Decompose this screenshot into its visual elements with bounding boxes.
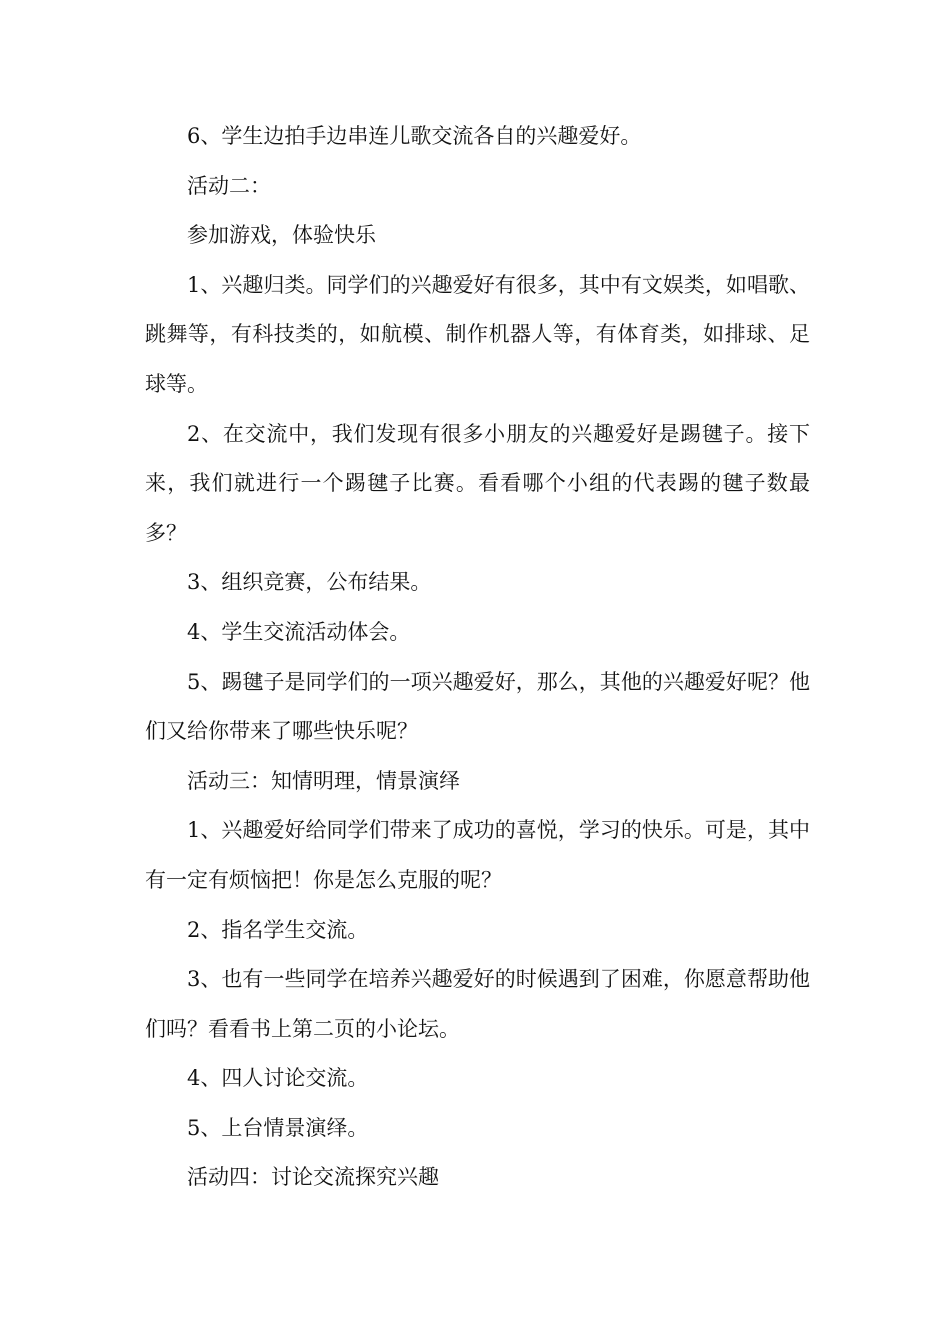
paragraph-role-play: 5、上台情景演绎。: [187, 1115, 369, 1140]
paragraph-overcome-troubles: 1、兴趣爱好给同学们带来了成功的喜悦，学习的快乐。可是，其中有一定有烦恼把！你是怎么克服的呢？: [145, 818, 810, 892]
paragraph-shuttlecock-contest: 2、在交流中，我们发现有很多小朋友的兴趣爱好是踢毽子。接下来，我们就进行一个踢毽子比赛。看看哪个小组的代表踢的毽子数最多？: [145, 421, 810, 545]
paragraph-step-6-song-exchange: 6、学生边拍手边串连儿歌交流各自的兴趣爱好。: [187, 124, 642, 148]
document-page: [145, 112, 810, 1203]
heading-activity-two: 活动二：: [187, 173, 271, 198]
paragraph-help-classmates: 3、也有一些同学在培养兴趣爱好的时候遇到了困难，你愿意帮助他们吗？看看书上第二页的小论坛。: [145, 967, 810, 1041]
paragraph-interest-categories: 1、兴趣归类。同学们的兴趣爱好有很多，其中有文娱类，如唱歌、跳舞等，有科技类的，如航模、制作机器人等，有体育类，如排球、足球等。: [145, 272, 810, 396]
paragraph-organize-competition: 3、组织竞赛，公布结果。: [187, 570, 432, 595]
subheading-join-games: 参加游戏，体验快乐: [187, 223, 376, 248]
paragraph-share-experience: 4、学生交流活动体会。: [187, 619, 411, 644]
paragraph-students-share: 2、指名学生交流。: [187, 917, 369, 942]
heading-activity-three: 活动三：知情明理，情景演绎: [187, 768, 460, 793]
paragraph-other-hobbies: 5、踢毽子是同学们的一项兴趣爱好，那么，其他的兴趣爱好呢？他们又给你带来了哪些快乐呢？: [145, 669, 810, 744]
paragraph-group-discussion: 4、四人讨论交流。: [187, 1066, 369, 1091]
heading-activity-four: 活动四：讨论交流探究兴趣: [187, 1165, 439, 1190]
